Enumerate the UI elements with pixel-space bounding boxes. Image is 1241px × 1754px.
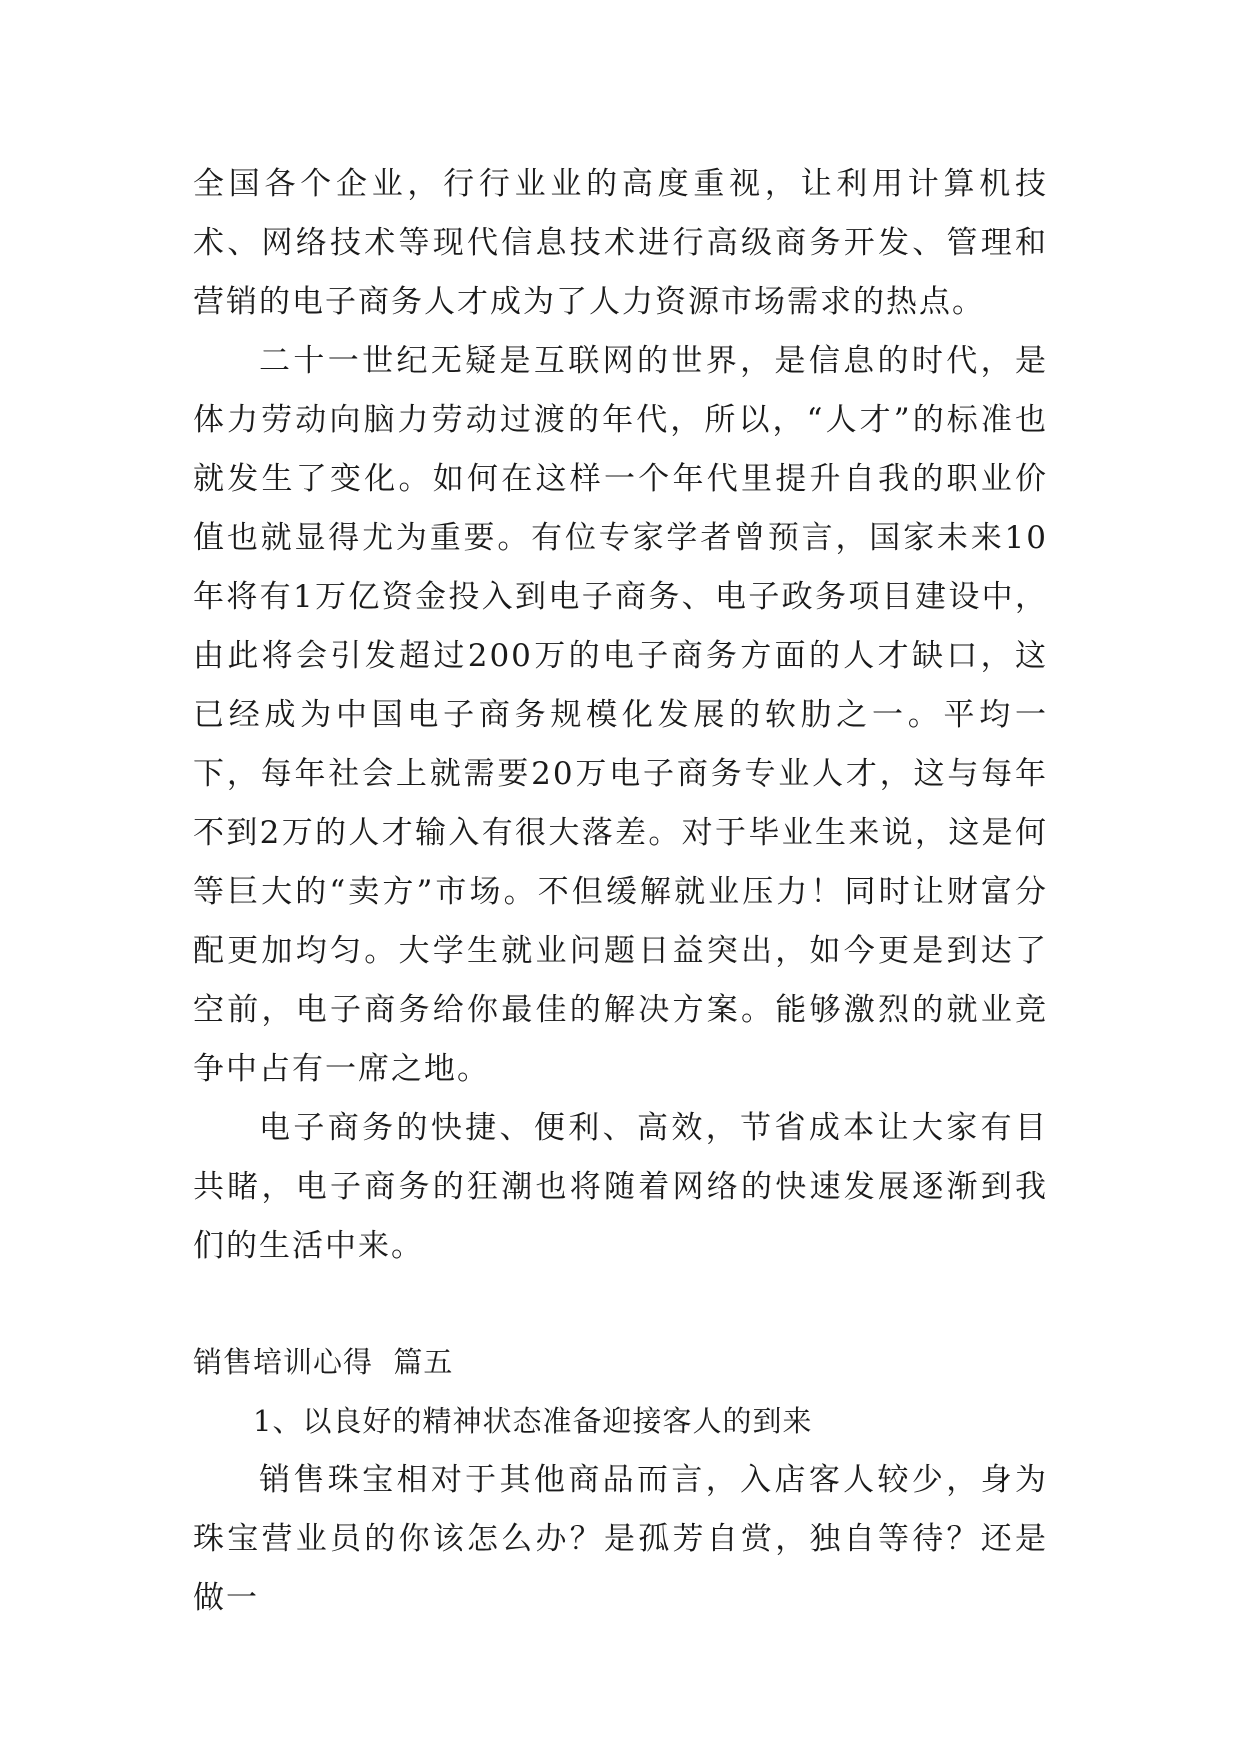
paragraph-4: 销售珠宝相对于其他商品而言，入店客人较少，身为珠宝营业员的你该怎么办？是孤芳自赏，独自等待？还是做一 [193,1462,1048,1616]
section-heading: 销售培训心得 篇五 [193,1345,454,1379]
paragraph-1: 全国各个企业，行行业业的高度重视，让利用计算机技术、网络技术等现代信息技术进行高级商务开发、管理和营销的电子商务人才成为了人力资源市场需求的热点。 [193,166,1048,320]
paragraph-3: 电子商务的快捷、便利、高效，节省成本让大家有目共睹，电子商务的狂潮也将随着网络的快速发展逐渐到我们的生活中来。 [193,1110,1048,1264]
document-body [193,155,1048,1628]
paragraph-2: 二十一世纪无疑是互联网的世界，是信息的时代，是体力劳动向脑力劳动过渡的年代，所以，“人才”的标准也就发生了变化。如何在这样一个年代里提升自我的职业价值也就显得尤为重要。有位专家学者曾预言，国家未来10年将有1万亿资金投入到电子商务、电子政务项目建设中，由此将会引发超过200万的电子商务方面的人才缺口，这已经成为中国电子商务规模化发展的软肋之一。平均一下，每年社会上就需要20万电子商务专业人才，这与每年不到2万的人才输入有很大落差。对于毕业生来说，这是何等巨大的“卖方”市场。不但缓解就业压力！同时让财富分配更加均匀。大学生就业问题日益突出，如今更是到达了空前，电子商务给你最佳的解决方案。能够激烈的就业竞争中占有一席之地。 [193,343,1048,1087]
numbered-point-heading: 1、以良好的精神状态准备迎接客人的到来 [253,1404,813,1438]
